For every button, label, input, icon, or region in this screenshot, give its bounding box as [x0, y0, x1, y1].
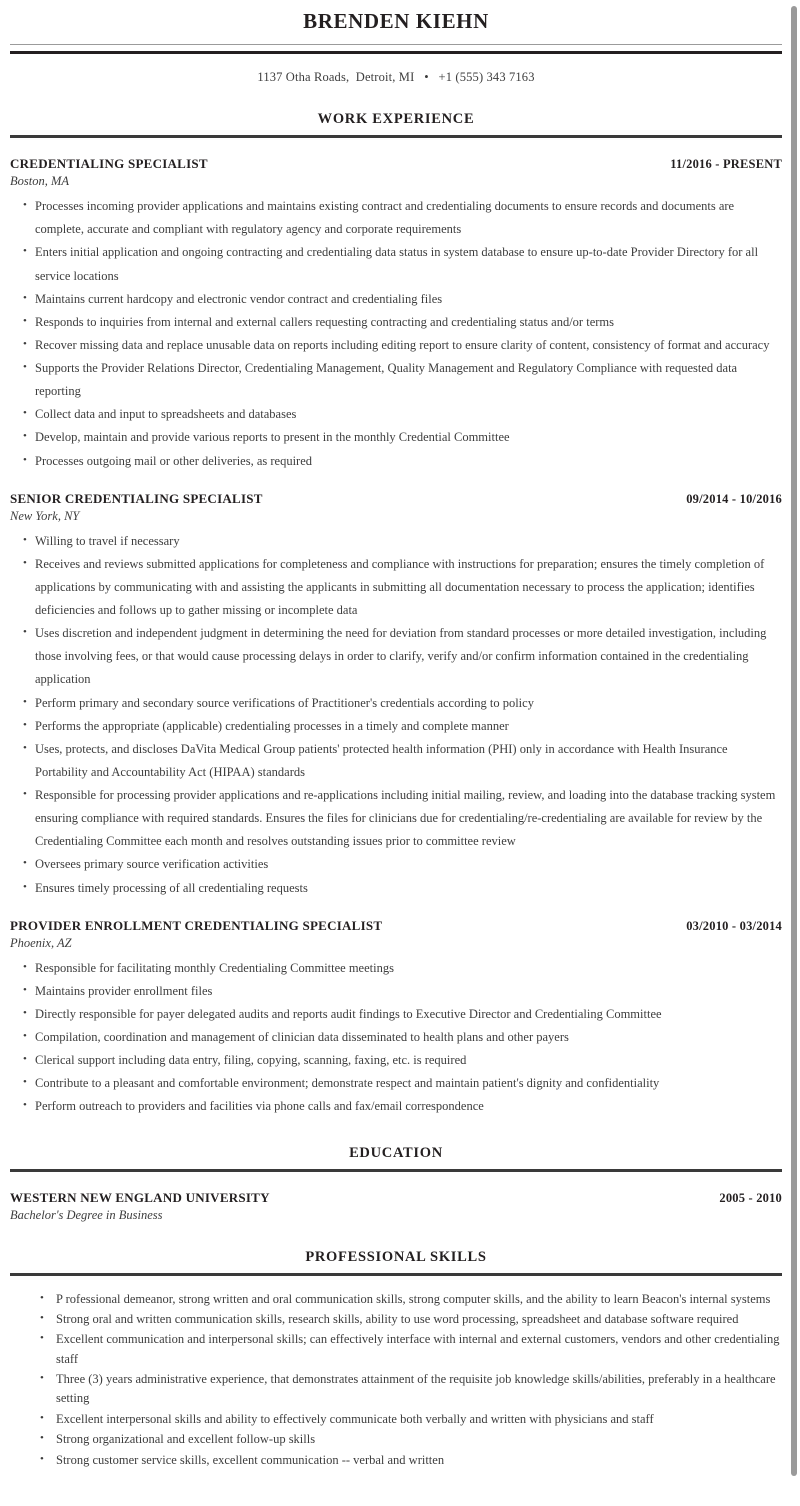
- list-item: • Collect data and input to spreadsheets and databases: [10, 403, 782, 426]
- list-item: • Enters initial application and ongoing contracting and credentialing data status in system database to ensure up-to-date Provider Directory for all service locations: [10, 241, 782, 287]
- list-item: • Excellent communication and interpersonal skills; can effectively interface with internal and external customers, vendors and other credentialing staff: [38, 1330, 782, 1369]
- header-divider: [10, 44, 782, 54]
- job-dates: 11/2016 - PRESENT: [670, 157, 782, 172]
- list-item: • Processes outgoing mail or other deliveries, as required: [10, 450, 782, 473]
- vertical-scrollbar[interactable]: [788, 0, 800, 1506]
- list-item: • Strong organizational and excellent follow-up skills: [38, 1430, 782, 1449]
- job-dates: 03/2010 - 03/2014: [686, 918, 782, 933]
- job-dates: 09/2014 - 10/2016: [686, 491, 782, 506]
- list-item: • Develop, maintain and provide various reports to present in the monthly Credential Committee: [10, 426, 782, 449]
- work-entry-header: [10, 918, 782, 934]
- work-entry: [10, 156, 782, 473]
- job-title: CREDENTIALING SPECIALIST: [10, 156, 208, 172]
- list-item: • Supports the Provider Relations Director, Credentialing Management, Quality Management and Regulatory Compliance with requested data reporting: [10, 357, 782, 403]
- list-item: • Strong oral and written communication skills, research skills, ability to use word processing, spreadsheet and database software required: [38, 1310, 782, 1329]
- list-item: • Clerical support including data entry, filing, copying, scanning, faxing, etc. is required: [10, 1049, 782, 1072]
- list-item: • Performs the appropriate (applicable) credentialing processes in a timely and complete manner: [10, 715, 782, 738]
- school-dates: 2005 - 2010: [719, 1190, 782, 1205]
- candidate-name: BRENDEN KIEHN: [303, 9, 489, 33]
- list-item: • Contribute to a pleasant and comfortable environment; demonstrate respect and maintain patient's dignity and confidentiality: [10, 1072, 782, 1095]
- list-item: • Directly responsible for payer delegated audits and reports audit findings to Executive Director and Credentialing Committee: [10, 1003, 782, 1026]
- list-item: • Maintains provider enrollment files: [10, 980, 782, 1003]
- section-divider-work-experience: [10, 135, 782, 138]
- list-item: • Oversees primary source verification activities: [10, 853, 782, 876]
- list-item: • Receives and reviews submitted applications for completeness and compliance with instructions for preparation; ensures the timely completion of applications by communicating with and assisting the applicants in submitting all documentation necessary to process the application; identifies deficiencies and follows up to gather missing or incomplete data: [10, 553, 782, 622]
- job-title: PROVIDER ENROLLMENT CREDENTIALING SPECIALIST: [10, 917, 383, 933]
- job-responsibilities-list: [10, 530, 782, 900]
- scrollbar-thumb[interactable]: [791, 6, 797, 1476]
- list-item: • P rofessional demeanor, strong written and oral communication skills, strong computer skills, and the ability to learn Beacon's internal systems: [38, 1290, 782, 1309]
- list-item: • Responsible for facilitating monthly Credentialing Committee meetings: [10, 957, 782, 980]
- education-entry-header: [10, 1190, 782, 1206]
- section-divider-education: [10, 1169, 782, 1172]
- school-name: WESTERN NEW ENGLAND UNIVERSITY: [10, 1189, 270, 1205]
- bottom-spacer: [10, 1471, 782, 1481]
- list-item: • Responsible for processing provider applications and re-applications including initial mailing, review, and loading into the database tracking system ensuring compliance with required standards. Ensures the files for clinicians due for credentialing/re-credentialing are available for review by the Credentialing Committee each month and resolves outstanding issues prior to committee review: [10, 784, 782, 853]
- section-work-experience: [10, 111, 782, 1118]
- work-entry-header: [10, 156, 782, 172]
- job-title: SENIOR CREDENTIALING SPECIALIST: [10, 490, 263, 506]
- job-location: Boston, MA: [10, 174, 70, 189]
- work-entry: [10, 491, 782, 900]
- professional-skills-list: [10, 1290, 782, 1470]
- section-education: [10, 1145, 782, 1223]
- contact-line: 1137 Otha Roads, Detroit, MI • +1 (555) 343 7163: [257, 70, 535, 85]
- list-item: • Uses discretion and independent judgment in determining the need for deviation from standard processes or more detailed investigation, including those involving fees, or that would cause processing delays in order to clarify, verify and/or confirm information contained in the credentialing application: [10, 622, 782, 691]
- list-item: • Recover missing data and replace unusable data on reports including editing report to ensure clarity of content, consistency of format and accuracy: [10, 334, 782, 357]
- list-item: • Maintains current hardcopy and electronic vendor contract and credentialing files: [10, 288, 782, 311]
- list-item: • Excellent interpersonal skills and ability to effectively communicate both verbally and written with physicians and staff: [38, 1410, 782, 1429]
- section-title-work-experience: WORK EXPERIENCE: [317, 111, 475, 128]
- job-location: Phoenix, AZ: [10, 935, 72, 950]
- job-responsibilities-list: [10, 957, 782, 1119]
- list-item: • Strong customer service skills, excellent communication -- verbal and written: [38, 1451, 782, 1470]
- list-item: • Perform primary and secondary source verifications of Practitioner's credentials according to policy: [10, 692, 782, 715]
- section-divider-professional-skills: [10, 1273, 782, 1276]
- list-item: • Compilation, coordination and management of clinician data disseminated to health plans and other payers: [10, 1026, 782, 1049]
- list-item: • Uses, protects, and discloses DaVita Medical Group patients' protected health information (PHI) only in accordance with Health Insurance Portability and Accountability Act (HIPAA) standards: [10, 738, 782, 784]
- work-entry: [10, 918, 782, 1119]
- list-item: • Responds to inquiries from internal and external callers requesting contracting and credentialing status and/or terms: [10, 311, 782, 334]
- list-item: • Three (3) years administrative experience, that demonstrates attainment of the requisite job knowledge skills/abilities, preferably in a healthcare setting: [38, 1370, 782, 1409]
- list-item: • Willing to travel if necessary: [10, 530, 782, 553]
- job-location: New York, NY: [10, 508, 80, 523]
- section-professional-skills: [10, 1249, 782, 1470]
- list-item: • Processes incoming provider applications and maintains existing contract and credentialing documents to ensure records and documents are complete, accurate and compliant with regulatory agency and corporate requirements: [10, 195, 782, 241]
- section-title-professional-skills: PROFESSIONAL SKILLS: [305, 1248, 487, 1265]
- resume-header: [10, 0, 782, 85]
- section-title-education: EDUCATION: [349, 1144, 443, 1161]
- list-item: • Ensures timely processing of all credentialing requests: [10, 877, 782, 900]
- education-entry: [10, 1190, 782, 1223]
- work-entry-header: [10, 491, 782, 507]
- job-responsibilities-list: [10, 195, 782, 473]
- list-item: • Perform outreach to providers and facilities via phone calls and fax/email correspondence: [10, 1095, 782, 1118]
- degree-name: Bachelor's Degree in Business: [10, 1207, 163, 1222]
